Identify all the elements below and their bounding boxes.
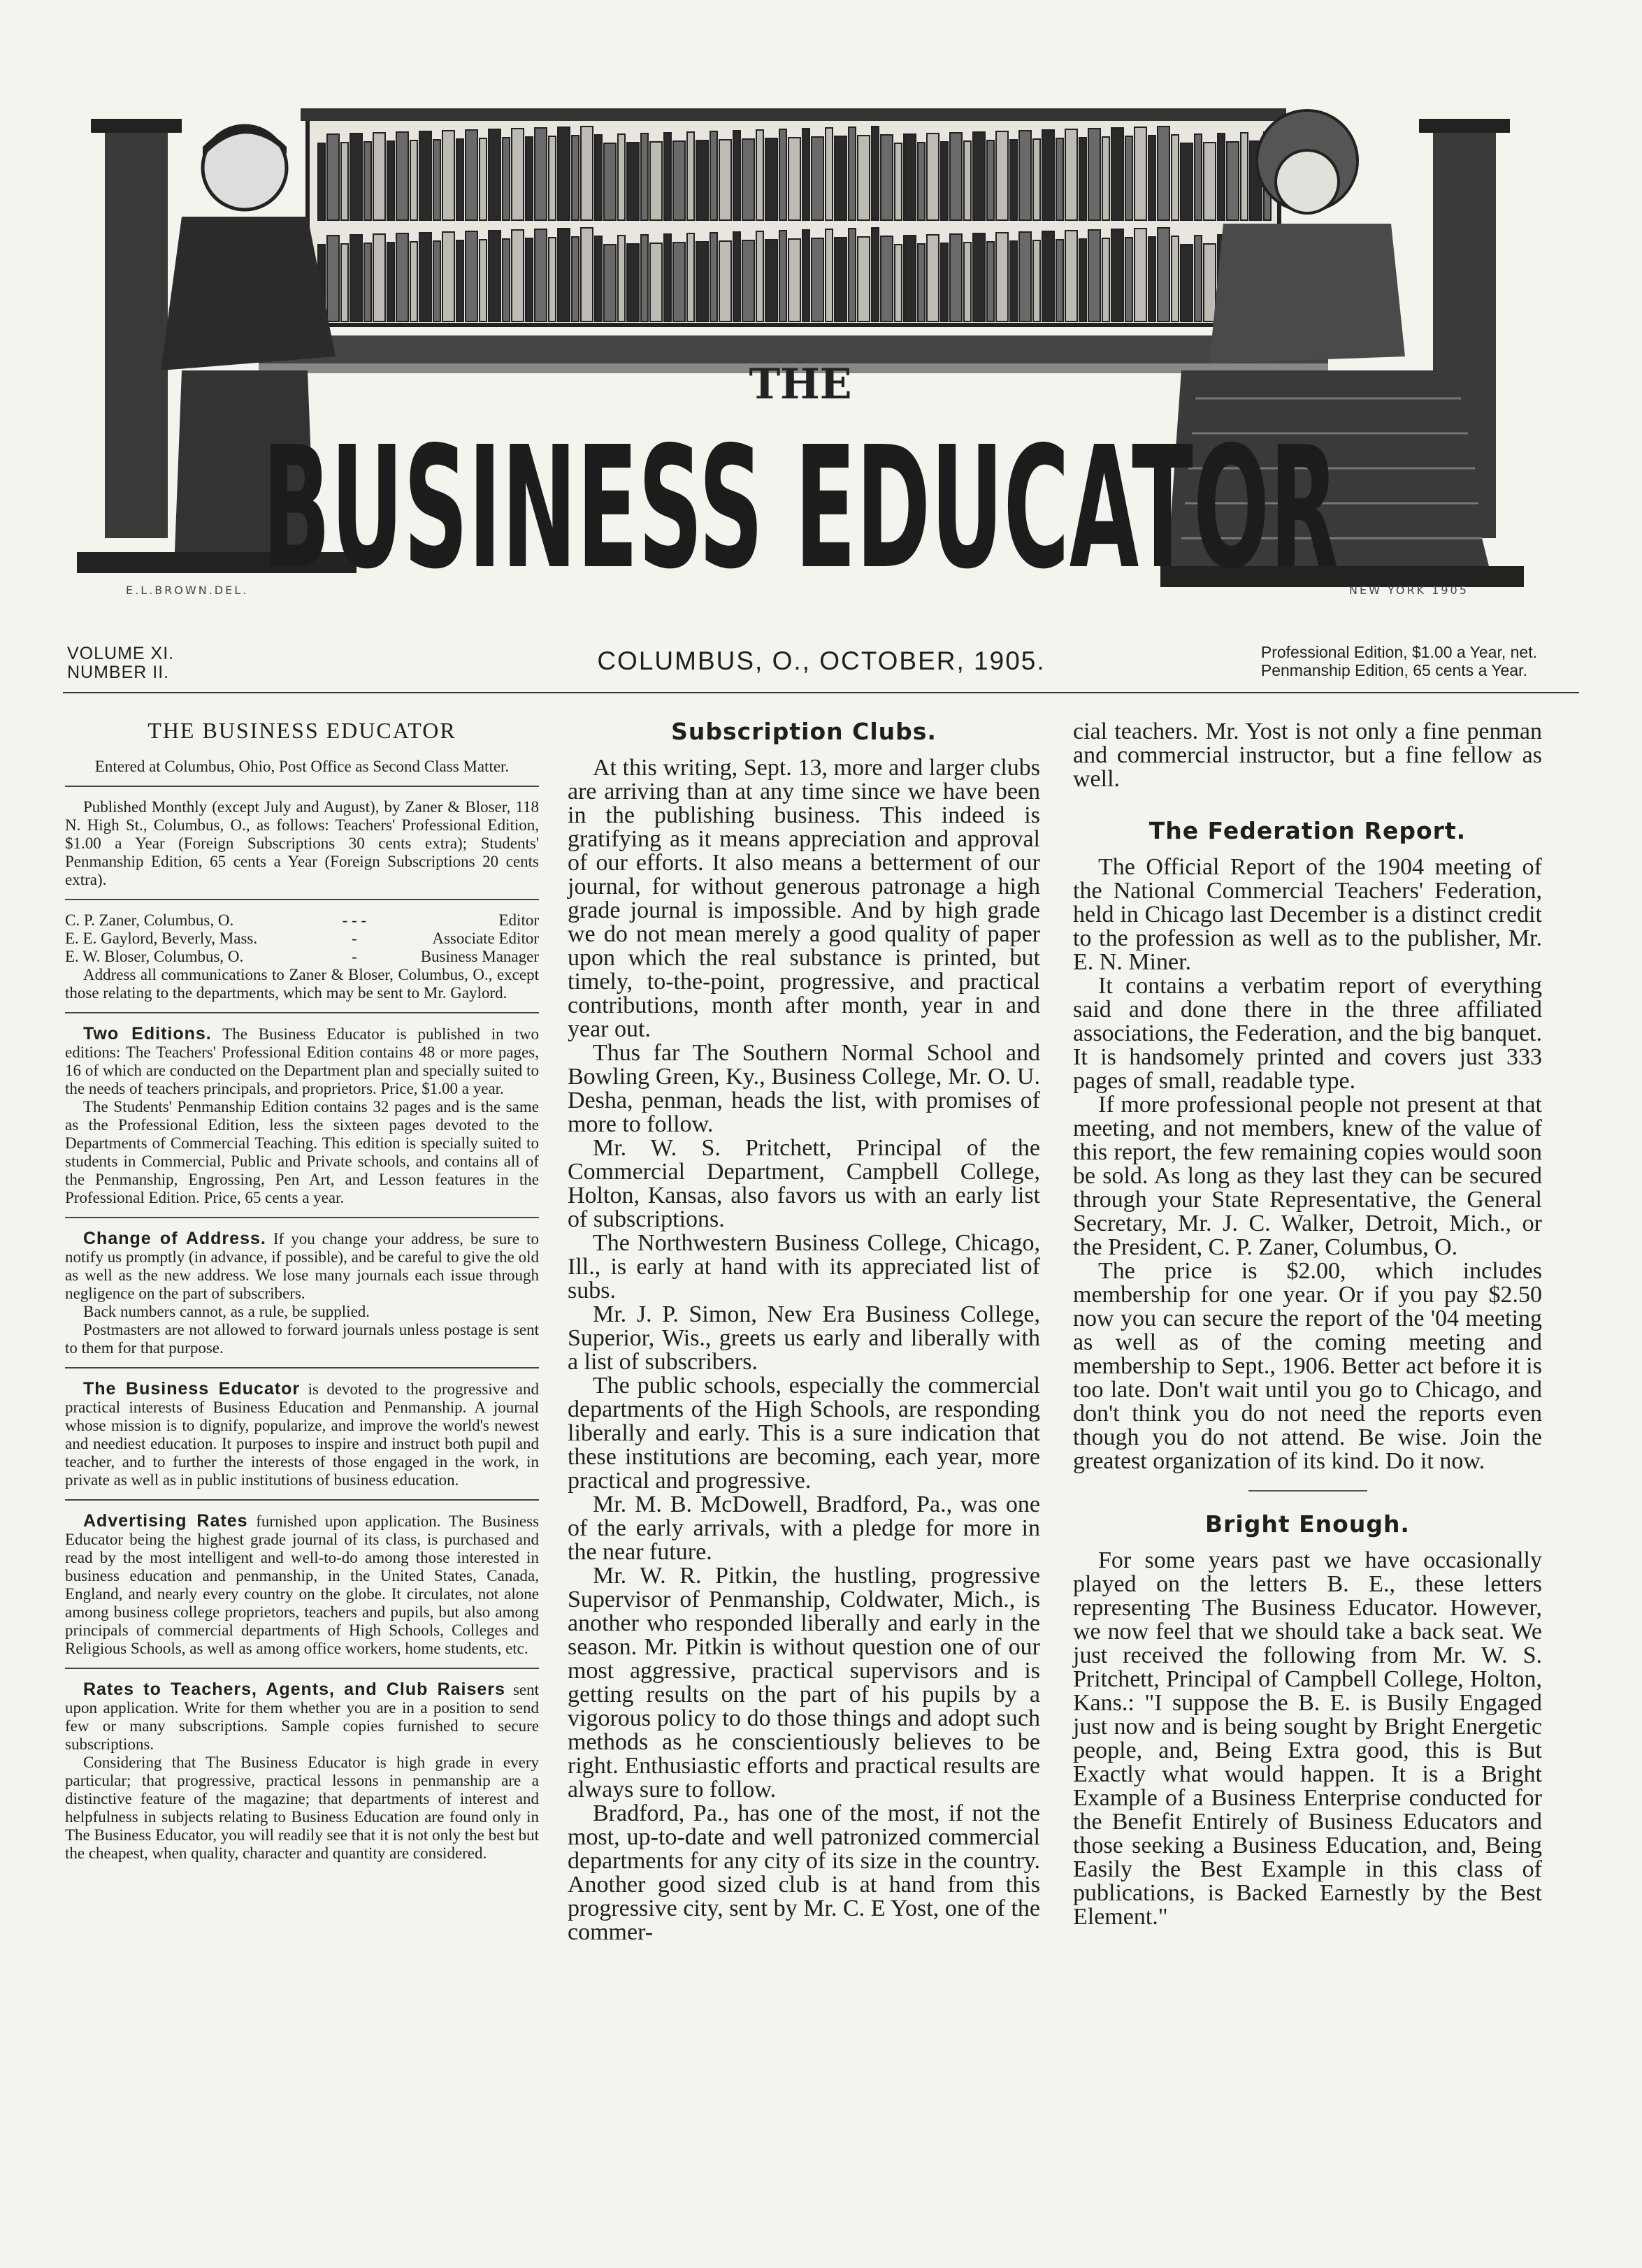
book-spine (1033, 139, 1040, 220)
book-spine (595, 135, 602, 220)
book-spine (918, 143, 925, 220)
book-spine (581, 228, 593, 322)
edition-prices (1261, 643, 1537, 679)
book-spine (696, 140, 708, 220)
book-spine (895, 143, 902, 220)
book-spine (327, 134, 339, 220)
book-spine (1172, 135, 1179, 220)
book-spine (881, 135, 893, 220)
book-spine (1019, 131, 1031, 220)
students-edition-text: The Students' Penmanship Edition contains 32 pages and is the same as the Professional Edition, less the sixteen pages devoted to the Departments of Commercial Teaching. This edition is specially suited to students in Commercial, Public and Private schools, and contains all of the Penmanship, Engrossing, Pen Art, and Lesson features in the Professional Edition. Price, 65 cents a year. (65, 1098, 539, 1206)
book-spine (535, 128, 547, 220)
book-spine (387, 243, 394, 322)
staff-name: C. P. Zaner, Columbus, O. (65, 911, 234, 929)
book-spine (641, 133, 648, 220)
article-paragraph: Mr. W. R. Pitkin, the hustling, progressive Supervisor of Penmanship, Coldwater, Mich., is another who responded liberally and early in the season. Mr. Pitkin is without question one of our most aggressive, practical supervisors and is getting results on the part of his pupils by a vigorous policy to do those things and adopt such methods as he conscientiously believes to be right. Enthusiastic efforts and practical results are always sure to follow. (568, 1563, 1040, 1803)
book-spine (387, 141, 394, 220)
two-editions-block (65, 1012, 539, 1207)
book-spine (742, 139, 754, 220)
book-spine (341, 244, 348, 322)
book-spine (456, 139, 463, 220)
book-spine (987, 242, 994, 322)
entered-notice: Entered at Columbus, Ohio, Post Office as Second Class Matter. (94, 758, 510, 775)
book-spine (687, 132, 694, 220)
book-spine (1158, 127, 1169, 220)
book-spine (503, 138, 510, 220)
rates-block (65, 1668, 539, 1863)
address-text: Address all communications to Zaner & Bloser, Columbus, O., except those relating to the departments, which may be sent to Mr. Gaylord. (65, 966, 539, 1002)
book-spine (419, 233, 431, 322)
book-spine (650, 142, 662, 220)
book-spine (788, 239, 800, 322)
book-spine (1195, 236, 1202, 322)
devoted-text: is devoted to the progressive and practical interests of Business Education and Penmanship. A journal whose mission is to dignify, popularize, and improve the world's newest and neediest education. It purposes to inspire and instruct both pupil and teacher, and to further the interests of those engaged in the work, in private as well as in public institutions of business education. (65, 1380, 540, 1489)
book-spine (941, 243, 948, 322)
article-paragraph: Mr. W. S. Pritchett, Principal of the Commercial Department, Campbell College, Holton, Kansas, also favors us with an early list of subscriptions. (568, 1135, 1040, 1232)
book-spine (572, 237, 579, 322)
devoted-heading: The Business Educator (83, 1379, 301, 1399)
published-block (65, 786, 539, 889)
book-spine (350, 133, 362, 220)
two-editions-text: The Business Educator is published in two editions: The Teachers' Professional Edition contains 48 or more pages, 16 of which are conducted on the Department plan and specially suited to the needs of teachers principals, and proprietors. Price, $1.00 a year. (65, 1025, 539, 1097)
book-spine (973, 132, 985, 220)
book-spine (1033, 240, 1040, 322)
book-spine (904, 236, 916, 322)
book-spine (1148, 237, 1155, 322)
book-spine (996, 233, 1008, 322)
staff-row (65, 930, 539, 948)
book-spine (1135, 127, 1146, 220)
book-spine (881, 236, 893, 322)
book-spine (788, 138, 800, 220)
book-spine (433, 241, 440, 322)
book-spine (1088, 129, 1100, 220)
book-spine (549, 238, 556, 322)
book-spine (341, 143, 348, 220)
book-spine (526, 238, 533, 322)
book-spine (872, 127, 879, 220)
book-spine (503, 239, 510, 322)
book-spine (373, 234, 385, 322)
article-paragraph: Bradford, Pa., has one of the most, if not the most, up-to-date and well patronized commercial departments for any city of its size in the country. Another good sized club is at hand from this progressive city, sent by Mr. C. E Yost, one of the commer- (568, 1800, 1040, 1945)
book-spine (1042, 130, 1054, 220)
book-spine (327, 236, 339, 322)
staff-table (65, 911, 539, 966)
book-spine (1079, 239, 1086, 322)
book-spine (765, 138, 777, 220)
book-spine (442, 232, 454, 322)
book-spine (558, 127, 570, 220)
book-spine (1111, 128, 1123, 220)
dateline: COLUMBUS, O., OCTOBER, 1905. (597, 647, 1046, 675)
book-spine (396, 233, 408, 322)
rates-para (65, 1680, 539, 1754)
postmasters-text: Postmasters are not allowed to forward journals unless postage is sent to them for that purpose. (65, 1321, 539, 1357)
article-continuation: cial teachers. Mr. Yost is not only a fine penman and commercial instructor, but a fine fellow as well. (1073, 718, 1542, 792)
staff-role: Associate Editor (432, 930, 539, 947)
book-spine (350, 235, 362, 322)
book-spine (802, 129, 809, 220)
book-spine (996, 131, 1008, 220)
staff-row (65, 948, 539, 966)
book-spine (489, 231, 500, 322)
federation-report-heading: The Federation Report. (1148, 817, 1467, 844)
book-spine (835, 238, 847, 322)
considering-text: Considering that The Business Educator is high grade in every particular; that progressive, practical lessons in penmanship are a distinctive feature of the magazine; that departments of interest and helpfulness in subjects relating to Business Education are found only in The Business Educator, you will readily see that it is not only the best but the cheapest, when quality, character and quantity are considered. (65, 1754, 539, 1862)
advertising-text: furnished upon application. The Business Educator being the highest grade journal of its class, is purchased and read by the most intelligent and well-to-do among those interested in business education and penmanship, in the United States, Canada, England, and nearly every country on the globe. It circulates, not alone among business college proprietors, teachers and pupils, but also among principals of commercial departments of High Schools, Colleges and Religious Schools, as well as among office workers, home students, etc. (65, 1512, 540, 1657)
section-divider (1248, 1490, 1367, 1491)
article-paragraph: It contains a verbatim report of everything said and done there in the three affiliated associations, the Federation, and the big banquet. It is handsomely printed and covers just 333 pages of small, readable type. (1073, 973, 1542, 1094)
staff-dashes: - - - (342, 911, 367, 929)
book-spine (812, 137, 823, 220)
rates-text: sent upon application. Write for them whether you are in a position to send few or many subscriptions. Sample copies furnished to secure subscriptions. (65, 1681, 539, 1753)
book-spine (595, 236, 602, 322)
book-spine (535, 229, 547, 322)
book-spine (1227, 142, 1239, 220)
book-spine (627, 143, 639, 220)
staff-block (65, 899, 539, 1002)
book-spine (318, 143, 325, 220)
article-paragraph: Mr. J. P. Simon, New Era Business College, Superior, Wis., greets us early and liberally with a list of subscribers. (568, 1301, 1040, 1375)
change-address-block (65, 1217, 539, 1357)
article-paragraph: The public schools, especially the commercial departments of the High Schools, are responding liberally and early. This is a sure indication that these institutions are becoming, each year, more practical and progressive. (568, 1373, 1040, 1494)
book-spine (1010, 140, 1017, 220)
book-spine (1065, 231, 1077, 322)
book-spine (396, 132, 408, 220)
book-spine (581, 127, 593, 220)
article-paragraph: The Northwestern Business College, Chicago, Ill., is early at hand with its appreciated list of subs. (568, 1230, 1040, 1303)
column-federation-bright (1073, 720, 1542, 1929)
book-spine (1056, 240, 1063, 322)
book-spine (604, 143, 616, 220)
book-spine (950, 234, 962, 322)
two-editions-heading: Two Editions. (83, 1024, 212, 1043)
book-spine (964, 243, 971, 322)
book-spine (858, 237, 870, 322)
edition-penmanship: Penmanship Edition, 65 cents a Year. (1260, 661, 1527, 679)
subscription-clubs-heading: Subscription Clubs. (671, 718, 937, 745)
two-editions-para (65, 1025, 539, 1098)
book-spine (1019, 232, 1031, 322)
book-spine (779, 129, 786, 220)
advertising-para (65, 1512, 539, 1658)
change-address-text: If you change your address, be sure to notify us promptly (in advance, if possible), and be careful to give the old as well as the new address. We lose many journals each issue through negligence on the part of subscribers. (65, 1230, 540, 1302)
book-spine (849, 127, 856, 220)
book-spine (802, 230, 809, 322)
staff-dashes: - (352, 930, 357, 947)
staff-name: E. W. Bloser, Columbus, O. (65, 948, 244, 965)
svg-text:E.L.BROWN.DEL.: E.L.BROWN.DEL. (126, 584, 249, 597)
book-spine (1010, 241, 1017, 322)
book-spine (950, 133, 962, 220)
book-spine (964, 141, 971, 220)
book-spine (1218, 133, 1225, 220)
book-spine (480, 240, 487, 322)
book-spine (696, 242, 708, 322)
book-spine (1181, 143, 1193, 220)
book-spine (904, 134, 916, 220)
book-spine (480, 138, 487, 220)
book-spine (1088, 230, 1100, 322)
book-spine (1172, 236, 1179, 322)
book-spine (618, 134, 625, 220)
book-spine (618, 236, 625, 322)
masthead-illustration (77, 105, 1524, 598)
book-spine (1102, 137, 1109, 220)
staff-role: Business Manager (420, 948, 539, 965)
book-spine (664, 133, 671, 220)
book-spine (456, 240, 463, 322)
book-spine (987, 140, 994, 220)
staff-row (65, 911, 539, 930)
article-paragraph: Thus far The Southern Normal School and Bowling Green, Ky., Business College, Mr. O. U. Desha, penman, heads the list, with promises of more to follow. (568, 1040, 1040, 1137)
masthead-title: BUSINESS EDUCATOR (262, 410, 1339, 598)
article-paragraph: If more professional people not present at that meeting, and not members, knew of the value of this report, the few remaining copies would soon be sold. As long as they last they can be secured through your State Representative, the General Secretary, Mr. J. C. Walker, Detroit, Mich., or the President, C. P. Zaner, Columbus, O. (1073, 1092, 1542, 1260)
book-spine (627, 244, 639, 322)
book-spine (664, 234, 671, 322)
book-spine (710, 131, 717, 220)
advertising-heading: Advertising Rates (83, 1511, 248, 1531)
book-spine (1204, 143, 1216, 220)
advertising-block (65, 1499, 539, 1658)
book-spine (641, 235, 648, 322)
edition-professional: Professional Edition, $1.00 a Year, net. (1260, 643, 1537, 661)
book-spine (466, 130, 477, 220)
devoted-block (65, 1367, 539, 1489)
book-spine (941, 142, 948, 220)
staff-role: Editor (498, 911, 539, 929)
book-spine (604, 245, 616, 322)
book-spine (549, 136, 556, 220)
book-spine (1135, 229, 1146, 322)
book-spine (858, 136, 870, 220)
book-spine (1241, 133, 1248, 220)
article-paragraph: The Official Report of the 1904 meeting of the National Commercial Teachers' Federation, held in Chicago last December is a distinct credit to the profession as well as to the publisher, Mr. E. N. Miner. (1073, 854, 1542, 975)
book-spine (364, 142, 371, 220)
book-spine (849, 229, 856, 322)
number-label: NUMBER II. (67, 663, 170, 682)
column-title: THE BUSINESS EDUCATOR (147, 718, 456, 743)
book-spine (364, 243, 371, 322)
book-spine (733, 232, 740, 322)
book-spine (812, 238, 823, 322)
book-spine (1102, 238, 1109, 322)
book-spine (1158, 228, 1169, 322)
book-spine (526, 137, 533, 220)
book-spine (512, 129, 524, 220)
book-spine (466, 231, 477, 322)
book-spine (918, 244, 925, 322)
book-spine (826, 229, 833, 322)
column-publication-info (65, 720, 539, 1863)
staff-name: E. E. Gaylord, Beverly, Mass. (65, 930, 258, 947)
book-spine (687, 233, 694, 322)
book-spine (433, 140, 440, 220)
book-spine (826, 128, 833, 220)
book-spine (512, 230, 524, 322)
book-spine (1125, 238, 1132, 322)
bright-enough-heading: Bright Enough. (1205, 1510, 1410, 1538)
volume-number (67, 644, 174, 682)
book-spine (872, 228, 879, 322)
back-numbers-text: Back numbers cannot, as a rule, be supplied. (83, 1303, 370, 1320)
book-spine (895, 245, 902, 322)
book-spine (410, 140, 417, 220)
book-spine (1065, 129, 1077, 220)
book-spine (673, 141, 685, 220)
book-spine (973, 233, 985, 322)
book-spine (1042, 231, 1054, 322)
book-spine (710, 233, 717, 322)
book-spine (1111, 229, 1123, 322)
book-spine (756, 130, 763, 220)
book-spine (1125, 136, 1132, 220)
book-spine (650, 243, 662, 322)
book-spine (927, 133, 939, 220)
column-subscription-clubs (568, 720, 1040, 1944)
book-spine (410, 242, 417, 322)
book-spine (558, 229, 570, 322)
volume-label: VOLUME XI. (67, 644, 175, 663)
book-spine (779, 231, 786, 322)
published-text: Published Monthly (except July and August), by Zaner & Bloser, 118 N. High St., Columbus, O., as follows: Teachers' Professional Edition, $1.00 a Year (Foreign Subscriptions 30 cents extra); Students' Penmanship Edition, 65 cents a Year (Foreign Subscriptions 20 cents extra). (65, 798, 539, 888)
book-spine (572, 136, 579, 220)
book-spine (1195, 134, 1202, 220)
book-spine (1181, 245, 1193, 322)
svg-text:NEW YORK 1905: NEW YORK 1905 (1349, 584, 1469, 597)
article-paragraph: The price is $2.00, which includes membership for one year. Or if you pay $2.50 now you can secure the report of the '04 meeting as well as of the coming meeting and membership to Sept., 1906. Better act before it is too late. Don't wait until you go to Chicago, and don't think you do not need the reports even though you do not attend. Be wise. Join the greatest organization of its kind. Do it now. (1073, 1258, 1542, 1474)
article-paragraph: At this writing, Sept. 13, more and larger clubs are arriving than at any time since we have been in the publishing business. This indeed is gratifying as it means appreciation and approval of our efforts. It also means a betterment of our journal, for without generous patronage a high grade journal is impossible. And by high grade we do not mean merely a good quality of paper upon which the real substance is printed, but timely, to-the-point, progressive, and practical contributions, month after month, year in and year out. (568, 755, 1040, 1042)
book-spine (1204, 244, 1216, 322)
book-spine (733, 131, 740, 220)
book-spine (1148, 136, 1155, 220)
book-spine (927, 235, 939, 322)
book-spine (373, 133, 385, 220)
book-spine (1056, 138, 1063, 220)
book-spine (1079, 138, 1086, 220)
header-rule (63, 692, 1579, 693)
book-spine (419, 131, 431, 220)
book-spine (765, 240, 777, 322)
masthead-the: THE (749, 360, 852, 409)
book-spine (835, 136, 847, 220)
change-address-heading: Change of Address. (83, 1229, 266, 1248)
article-paragraph: Mr. M. B. McDowell, Bradford, Pa., was one of the early arrivals, with a pledge for more in the near future. (568, 1491, 1040, 1565)
article-paragraph: For some years past we have occasionally played on the letters B. E., these letters representing The Business Educator. However, we now feel that we should take a back seat. We just received the following from Mr. W. S. Pritchett, Principal of Campbell College, Holton, Kans.: "I suppose the B. E. is Busily Engaged just now and is being sought by Bright Energetic people, and, Being Extra good, this is But Exactly what would happen. It is a Bright Example of a Business Enterprise conducted for the Benefit Entirely of Business Educators and those seeking a Business Education, and, Being Easily the Best Example in this class of publications, is Backed Earnestly by the Best Element." (1073, 1547, 1542, 1930)
devoted-para (65, 1380, 539, 1489)
book-spine (756, 231, 763, 322)
book-spine (742, 240, 754, 322)
change-address-para (65, 1229, 539, 1303)
book-spine (719, 241, 731, 322)
book-spine (719, 140, 731, 220)
staff-dashes: - (352, 948, 357, 965)
book-spine (673, 243, 685, 322)
book-spine (442, 131, 454, 220)
rates-heading: Rates to Teachers, Agents, and Club Raisers (83, 1680, 505, 1699)
book-spine (489, 129, 500, 220)
